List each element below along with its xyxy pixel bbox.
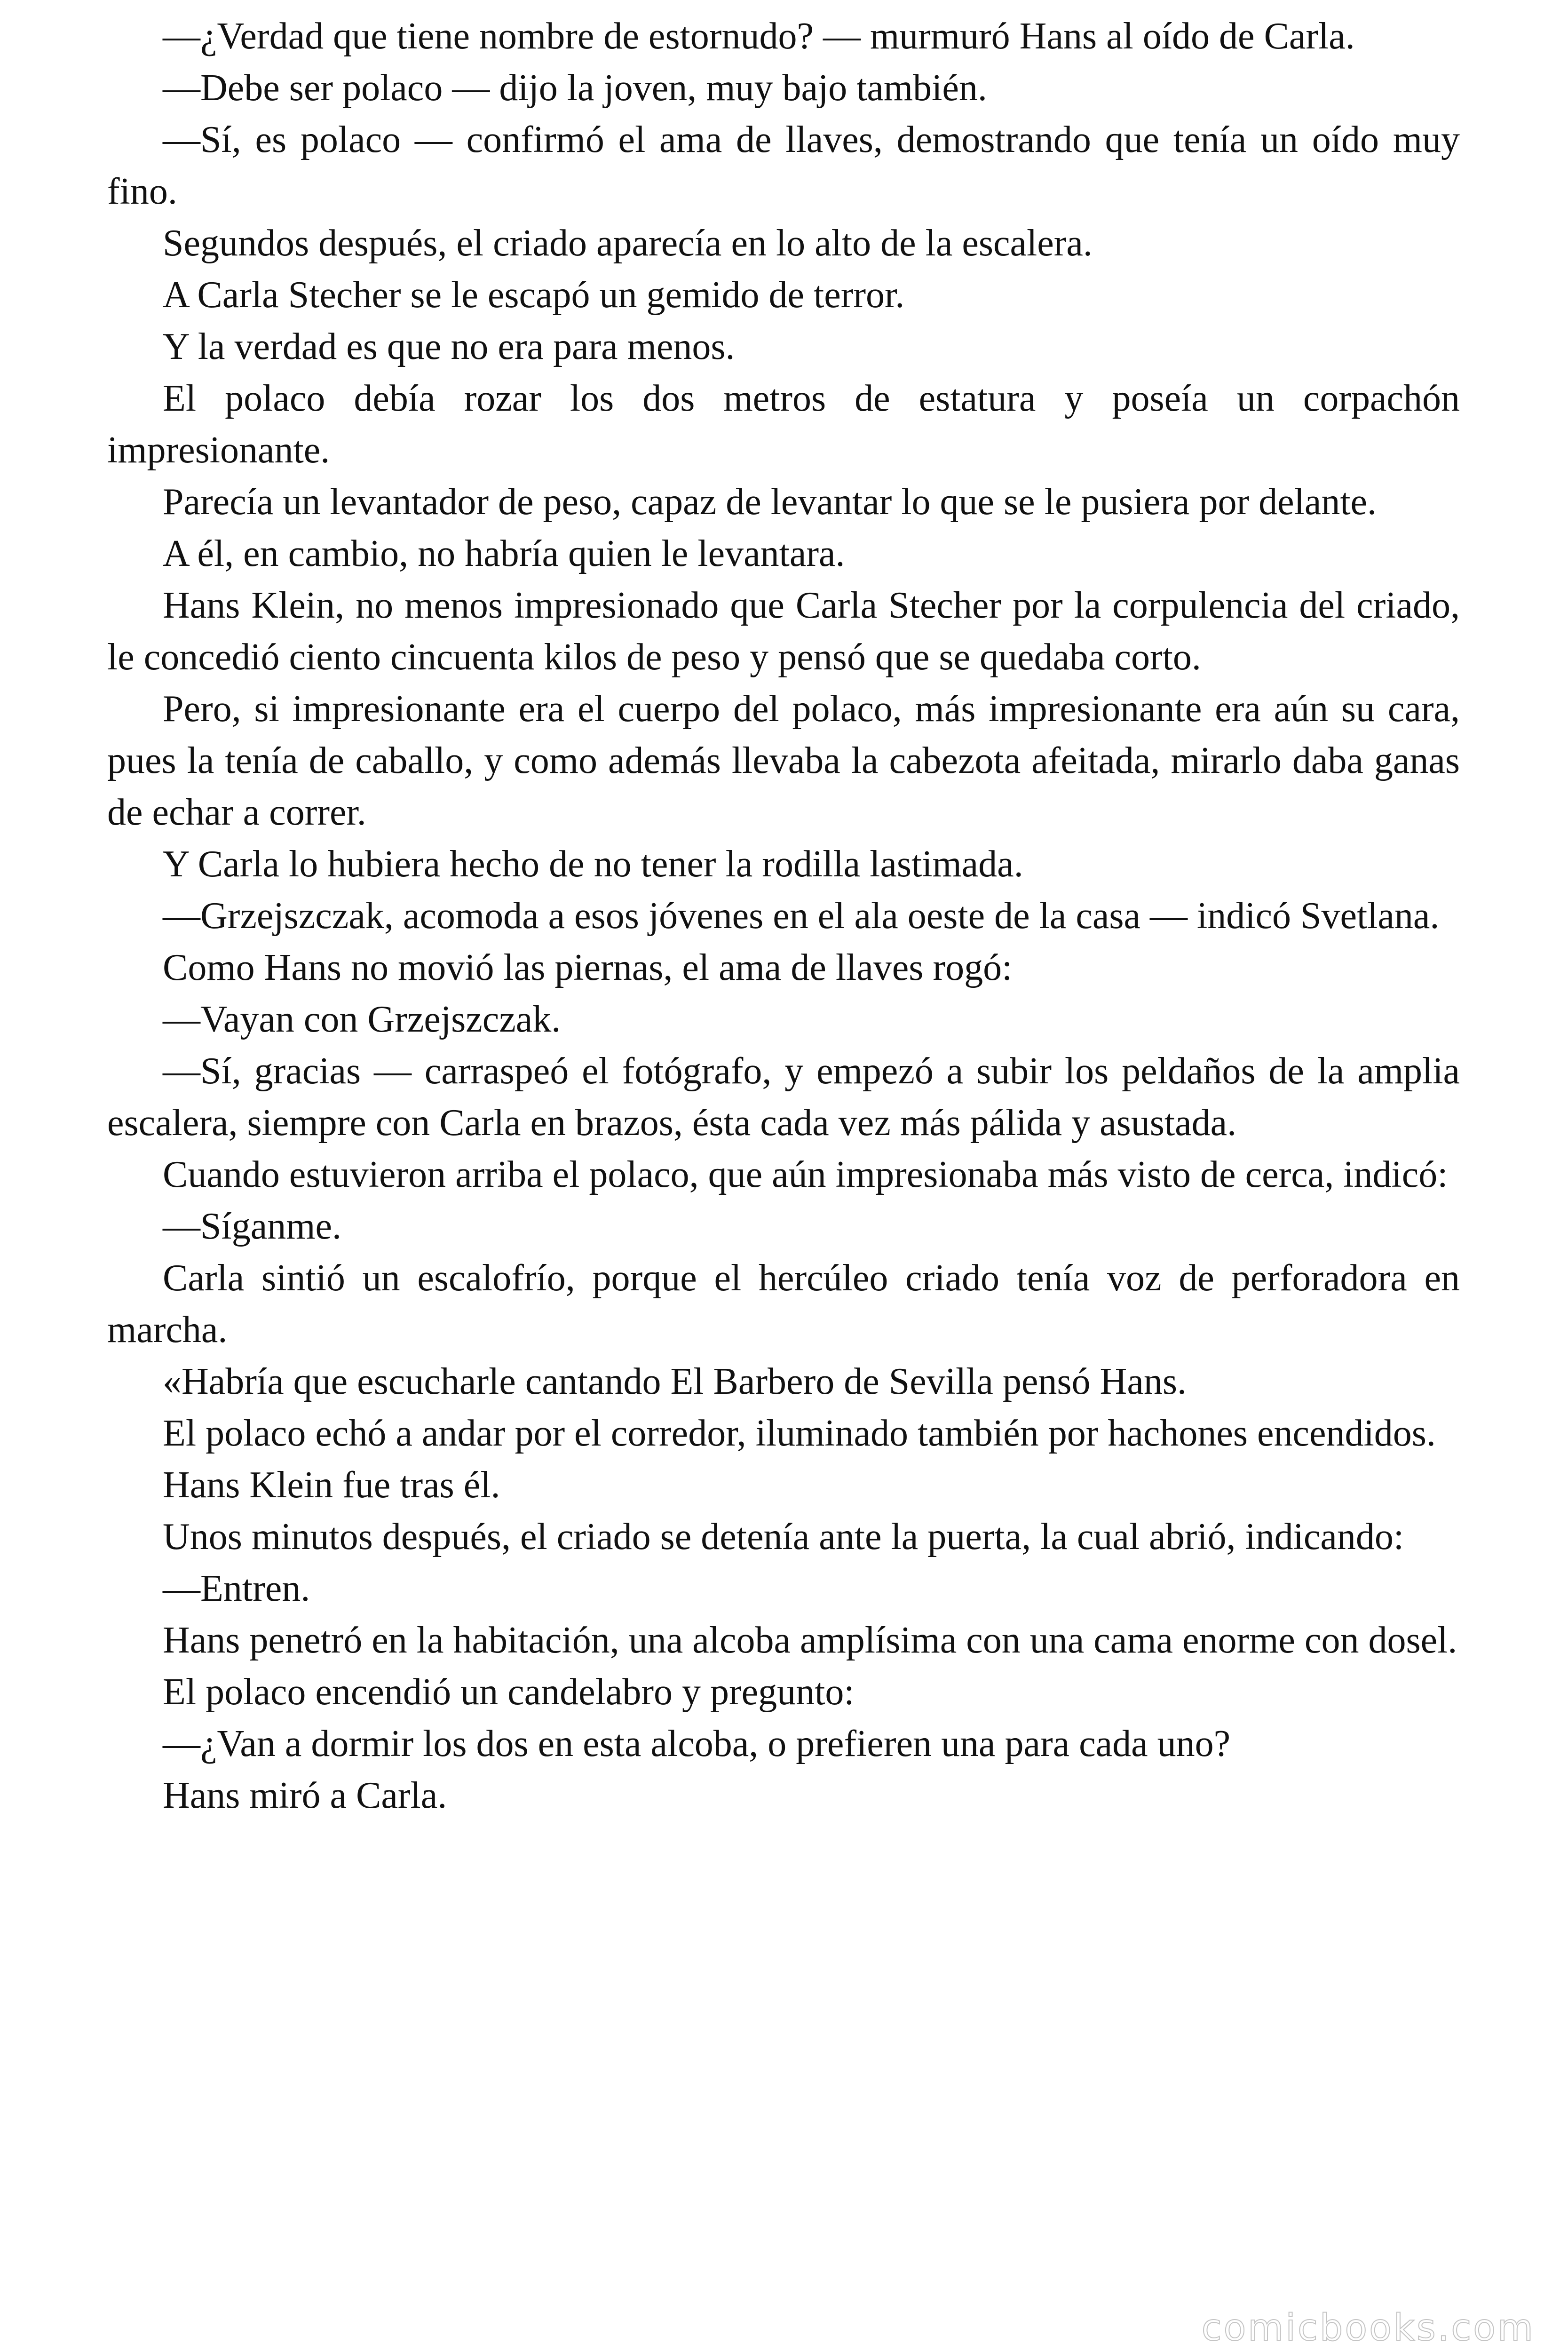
paragraph: A él, en cambio, no habría quien le levantara. [163,533,845,574]
paragraph: —¿Verdad que tiene nombre de estornudo? — murmuró Hans al oído de Carla. [163,16,1355,57]
paragraph: Unos minutos después, el criado se detenía ante la puerta, la cual abrió, indicando: [163,1516,1404,1557]
paragraph: —Síganme. [163,1206,341,1247]
watermark: comicbooks.com [1201,2307,1535,2349]
paragraph: —Vayan con Grzejszczak. [163,999,561,1040]
paragraph: A Carla Stecher se le escapó un gemido de terror. [163,274,905,316]
paragraph: El polaco echó a andar por el corredor, iluminado también por hachones encendidos. [163,1413,1436,1454]
paragraph: Y la verdad es que no era para menos. [163,326,735,367]
paragraph: Pero, si impresionante era el cuerpo del polaco, más impresionante era aún su cara, pues la tenía de caballo, y como además llevaba la cabezota afeitada, mirarlo daba ganas de echar a correr. [107,688,1460,833]
paragraph: Hans penetró en la habitación, una alcoba amplísima con una cama enorme con dosel. [163,1620,1457,1661]
paragraph: El polaco encendió un candelabro y pregunto: [163,1671,855,1713]
paragraph: Parecía un levantador de peso, capaz de levantar lo que se le pusiera por delante. [163,481,1377,523]
paragraph: «Habría que escucharle cantando El Barbero de Sevilla pensó Hans. [163,1361,1187,1402]
paragraph: —Sí, gracias — carraspeó el fotógrafo, y empezó a subir los peldaños de la amplia escalera, siempre con Carla en brazos, ésta cada vez más pálida y asustada. [107,1050,1460,1144]
paragraph: —Sí, es polaco — confirmó el ama de llaves, demostrando que tenía un oído muy fino. [107,119,1460,212]
paragraph: Cuando estuvieron arriba el polaco, que aún impresionaba más visto de cerca, indicó: [163,1154,1448,1195]
paragraph: Como Hans no movió las piernas, el ama de llaves rogó: [163,947,1013,988]
paragraph: Segundos después, el criado aparecía en lo alto de la escalera. [163,222,1093,264]
book-page-text [107,10,1460,1821]
paragraph: —¿Van a dormir los dos en esta alcoba, o prefieren una para cada uno? [163,1723,1231,1764]
paragraph: Y Carla lo hubiera hecho de no tener la rodilla lastimada. [163,843,1023,885]
paragraph: El polaco debía rozar los dos metros de estatura y poseía un corpachón impresionante. [107,378,1460,471]
paragraph: Hans Klein, no menos impresionado que Carla Stecher por la corpulencia del criado, le concedió ciento cincuenta kilos de peso y pensó que se quedaba corto. [107,585,1460,678]
paragraph: —Grzejszczak, acomoda a esos jóvenes en el ala oeste de la casa — indicó Svetlana. [163,895,1440,937]
paragraph: Hans Klein fue tras él. [163,1464,500,1506]
paragraph: —Debe ser polaco — dijo la joven, muy bajo también. [163,67,987,109]
paragraph: Carla sintió un escalofrío, porque el hercúleo criado tenía voz de perforadora en marcha. [107,1257,1460,1351]
paragraph: Hans miró a Carla. [163,1775,447,1816]
paragraph: —Entren. [163,1568,310,1609]
